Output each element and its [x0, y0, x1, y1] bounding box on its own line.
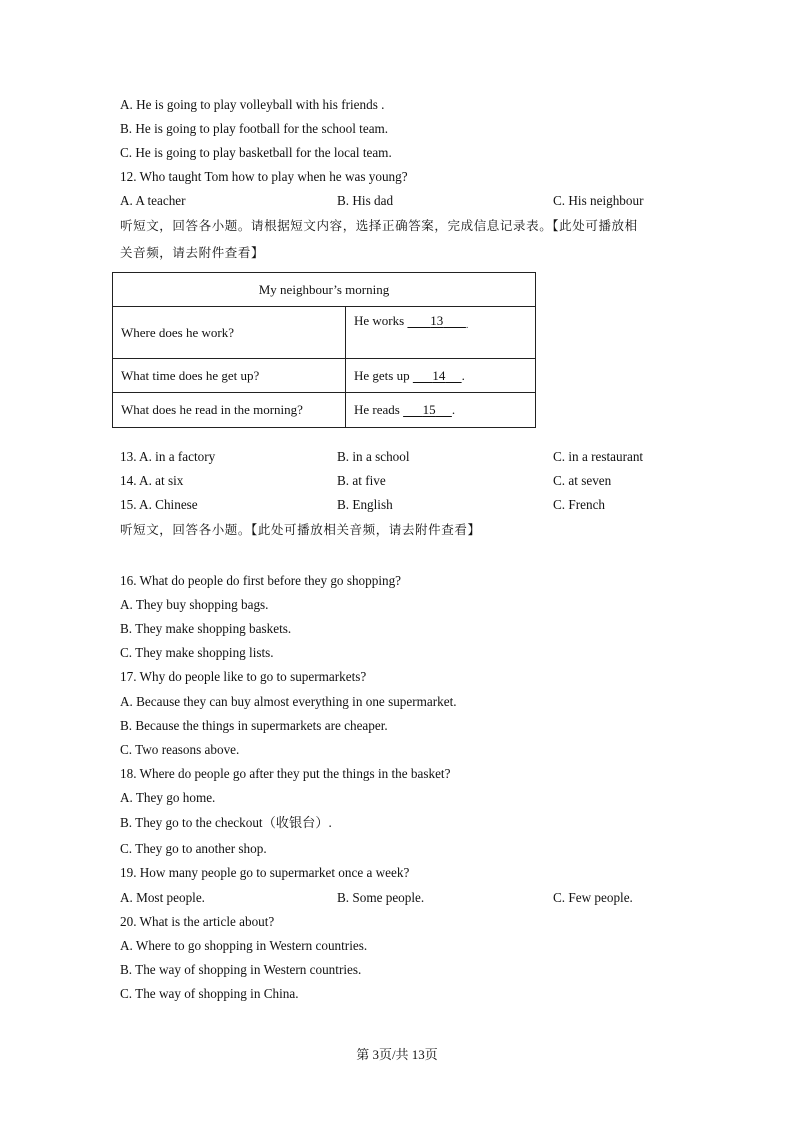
answer-blank	[407, 313, 469, 330]
q16-option-b: B. They make shopping baskets.	[120, 621, 292, 636]
q14-option-a: 14. A. at six	[120, 473, 184, 488]
table-row	[113, 393, 536, 428]
blank-number: 13	[430, 313, 444, 328]
q13-option-a: 13. A. in a factory	[120, 449, 216, 464]
answer-blank	[413, 368, 462, 383]
instruction-1-line2: 关音频，请去附件查看】	[120, 245, 265, 260]
q14-option-b: B. at five	[337, 473, 386, 488]
answer-prefix: He reads	[354, 402, 400, 417]
table-title: My neighbour’s morning	[113, 273, 536, 307]
page-footer: 第 3页/共 13页	[356, 1047, 438, 1062]
table-question: Where does he work?	[113, 307, 346, 359]
answer-end: .	[461, 367, 465, 383]
blank-number: 14	[432, 367, 446, 383]
q18-option-b: B. They go to the checkout（收银台）.	[120, 815, 332, 830]
q16-question: 16. What do people do first before they go shopping?	[120, 573, 402, 588]
answer-end: .	[465, 320, 469, 330]
q11-option-c: C. He is going to play basketball for the local team.	[120, 145, 392, 160]
table-answer	[346, 393, 536, 428]
answer-blank	[403, 402, 452, 417]
q13-option-c: C. in a restaurant	[553, 449, 644, 464]
q19-question: 19. How many people go to supermarket once a week?	[120, 865, 410, 880]
q20-question: 20. What is the article about?	[120, 914, 275, 929]
q16-option-c: C. They make shopping lists.	[120, 645, 274, 660]
answer-prefix: He gets up	[354, 367, 410, 383]
q16-option-a: A. They buy shopping bags.	[120, 597, 269, 612]
table-answer	[346, 307, 536, 359]
answer-end: .	[451, 402, 456, 417]
table-question: What time does he get up?	[113, 359, 346, 393]
q12-option-b: B. His dad	[337, 193, 394, 208]
q12-question: 12. Who taught Tom how to play when he was young?	[120, 169, 408, 184]
q17-option-b: B. Because the things in supermarkets are cheaper.	[120, 718, 388, 733]
q12-option-c: C. His neighbour	[553, 193, 644, 208]
q17-option-a: A. Because they can buy almost everything in one supermarket.	[120, 694, 457, 709]
q15-option-b: B. English	[337, 497, 393, 512]
q18-option-c: C. They go to another shop.	[120, 841, 267, 856]
q19-option-b: B. Some people.	[337, 890, 425, 905]
table-question: What does he read in the morning?	[113, 393, 346, 428]
table-row	[113, 307, 536, 359]
table-row	[113, 359, 536, 393]
q18-question: 18. Where do people go after they put the things in the basket?	[120, 766, 451, 781]
q20-option-b: B. The way of shopping in Western countries.	[120, 962, 362, 977]
q11-option-b: B. He is going to play football for the school team.	[120, 121, 389, 136]
q15-option-a: 15. A. Chinese	[120, 497, 198, 512]
q15-option-c: C. French	[553, 497, 606, 512]
table-answer	[346, 359, 536, 393]
q19-option-c: C. Few people.	[553, 890, 633, 905]
instruction-2: 听短文，回答各小题。【此处可播放相关音频，请去附件查看】	[120, 522, 481, 537]
answer-prefix: He works	[354, 313, 405, 328]
q11-option-a: A. He is going to play volleyball with his friends .	[120, 97, 385, 112]
q12-option-a: A. A teacher	[120, 193, 186, 208]
q18-option-a: A. They go home.	[120, 790, 216, 805]
instruction-1-line1: 听短文，回答各小题。请根据短文内容，选择正确答案，完成信息记录表。【此处可播放相	[120, 218, 638, 233]
info-record-table	[112, 272, 536, 428]
q14-option-c: C. at seven	[553, 473, 612, 488]
q17-question: 17. Why do people like to go to supermarkets?	[120, 669, 367, 684]
blank-number: 15	[422, 402, 436, 417]
q19-option-a: A. Most people.	[120, 890, 205, 905]
q17-option-c: C. Two reasons above.	[120, 742, 240, 757]
q20-option-c: C. The way of shopping in China.	[120, 986, 299, 1001]
q13-option-b: B. in a school	[337, 449, 410, 464]
q20-option-a: A. Where to go shopping in Western countries.	[120, 938, 368, 953]
